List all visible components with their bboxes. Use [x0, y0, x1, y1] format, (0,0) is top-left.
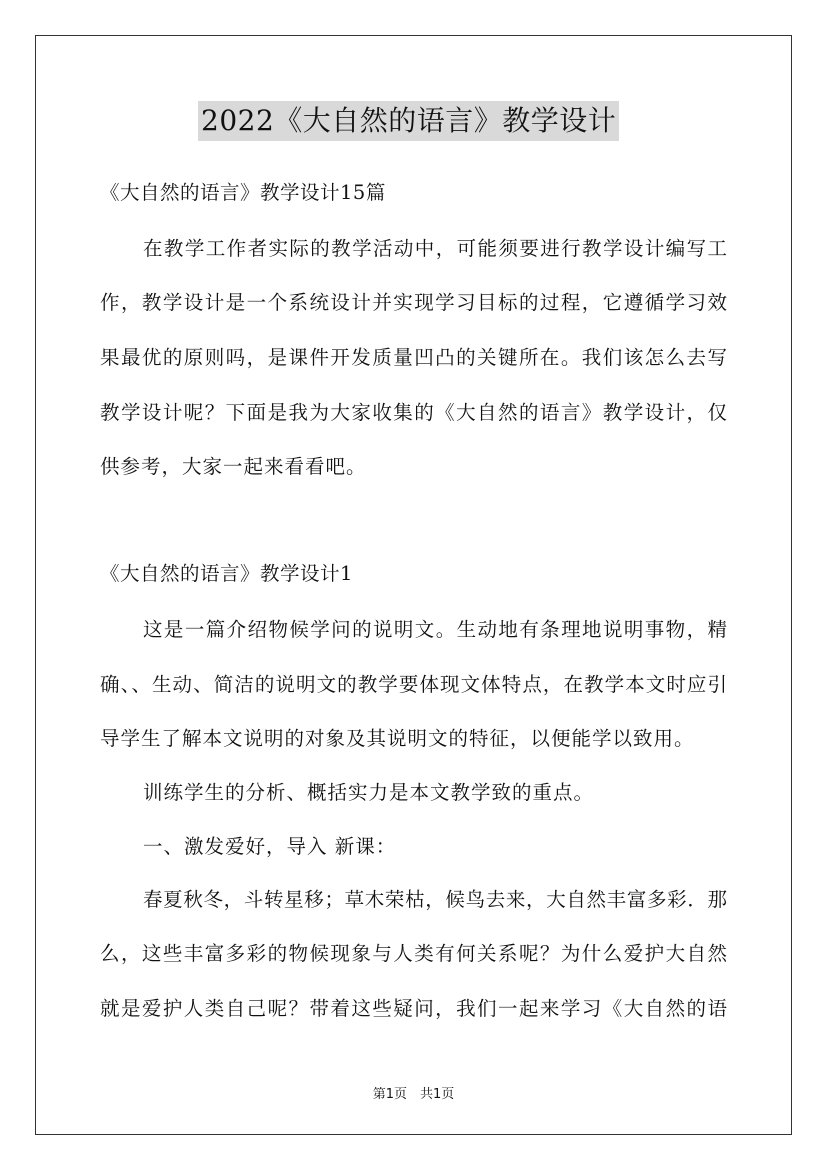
section1-para2: 训练学生的分析、概括实力是本文教学致的重点。: [143, 781, 595, 804]
section1-para1-line-3: 导学生了解本文说明的对象及其说明文的特征，以便能学以致用。: [100, 727, 695, 750]
intro-line-2: 作，教学设计是一个系统设计并实现学习目标的过程，它遵循学习效: [100, 291, 727, 314]
section1-step-1: 一、激发爱好，导入 新课：: [143, 835, 397, 858]
document-title: 2022《大自然的语言》教学设计: [198, 101, 619, 141]
intro-line-5: 供参考，大家一起来看看吧。: [100, 455, 367, 478]
section1-para3-line-1: 春夏秋冬，斗转星移；草木荣枯，候鸟去来，大自然丰富多彩．那: [143, 888, 727, 911]
section-heading: 《大自然的语言》教学设计1: [100, 562, 353, 585]
section1-para3-line-2: 么，这些丰富多彩的物候现象与人类有何关系呢？为什么爱护大自然: [100, 942, 727, 965]
intro-line-4: 教学设计呢？下面是我为大家收集的《大自然的语言》教学设计，仅: [100, 401, 727, 424]
document-subtitle: 《大自然的语言》教学设计15篇: [100, 181, 386, 204]
intro-line-1: 在教学工作者实际的教学活动中，可能须要进行教学设计编写工: [143, 237, 727, 260]
section1-para1-line-2: 确、、生动、简洁的说明文的教学要体现文体特点，在教学本文时应引: [100, 673, 727, 696]
section1-para3-line-3: 就是爱护人类自己呢？带着这些疑问，我们一起来学习《大自然的语: [100, 997, 727, 1020]
section1-para1-line-1: 这是一篇介绍物候学问的说明文。生动地有条理地说明事物，精: [143, 618, 727, 641]
page-number-footer: 第1页 共1页: [372, 1087, 455, 1102]
intro-line-3: 果最优的原则吗，是课件开发质量凹凸的关键所在。我们该怎么去写: [100, 346, 727, 369]
